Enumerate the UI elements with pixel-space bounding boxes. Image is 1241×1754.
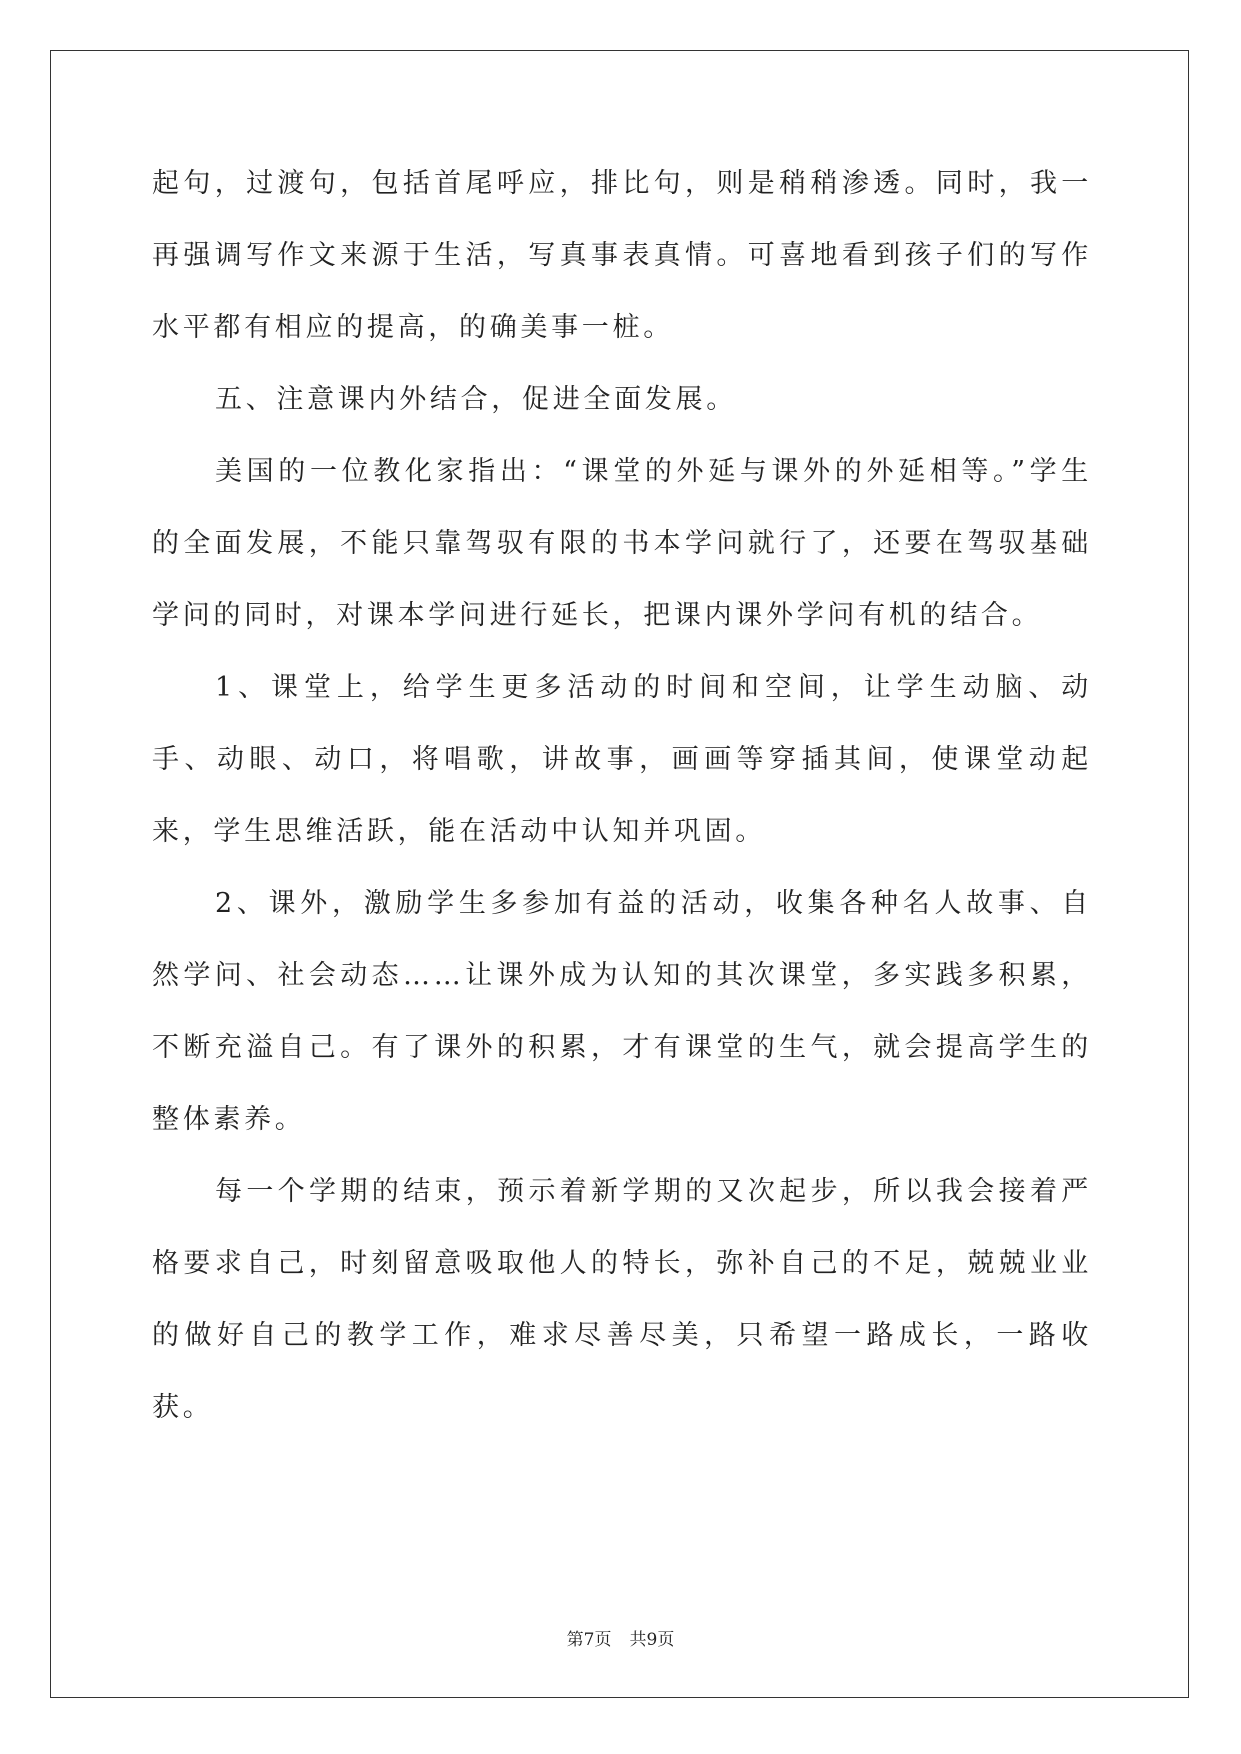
paragraph: 2、课外，激励学生多参加有益的活动，收集各种名人故事、自然学问、社会动态……让课外成为认知的其次课堂，多实践多积累，不断充溢自己。有了课外的积累，才有课堂的生气，就会提高学生的整体素养。 bbox=[152, 888, 1092, 1135]
paragraph: 1、课堂上，给学生更多活动的时间和空间，让学生动脑、动手、动眼、动口，将唱歌，讲故事，画画等穿插其间，使课堂动起来，学生思维活跃，能在活动中认知并巩固。 bbox=[152, 672, 1092, 847]
page-footer bbox=[0, 1625, 1241, 1650]
page-total: 共9页 bbox=[629, 1630, 675, 1650]
paragraph: 美国的一位教化家指出：“课堂的外延与课外的外延相等。”学生的全面发展，不能只靠驾驭有限的书本学问就行了，还要在驾驭基础学问的同时，对课本学问进行延长，把课内课外学问有机的结合。 bbox=[152, 456, 1092, 631]
section-heading: 五、注意课内外结合，促进全面发展。 bbox=[215, 384, 737, 415]
document-body bbox=[152, 148, 1092, 1444]
paragraph: 起句，过渡句，包括首尾呼应，排比句，则是稍稍渗透。同时，我一再强调写作文来源于生活，写真事表真情。可喜地看到孩子们的写作水平都有相应的提高，的确美事一桩。 bbox=[152, 168, 1092, 343]
paragraph: 每一个学期的结束，预示着新学期的又次起步，所以我会接着严格要求自己，时刻留意吸取他人的特长，弥补自己的不足，兢兢业业的做好自己的教学工作，难求尽善尽美，只希望一路成长，一路收获。 bbox=[152, 1176, 1092, 1423]
page-number: 第7页 bbox=[566, 1630, 612, 1650]
